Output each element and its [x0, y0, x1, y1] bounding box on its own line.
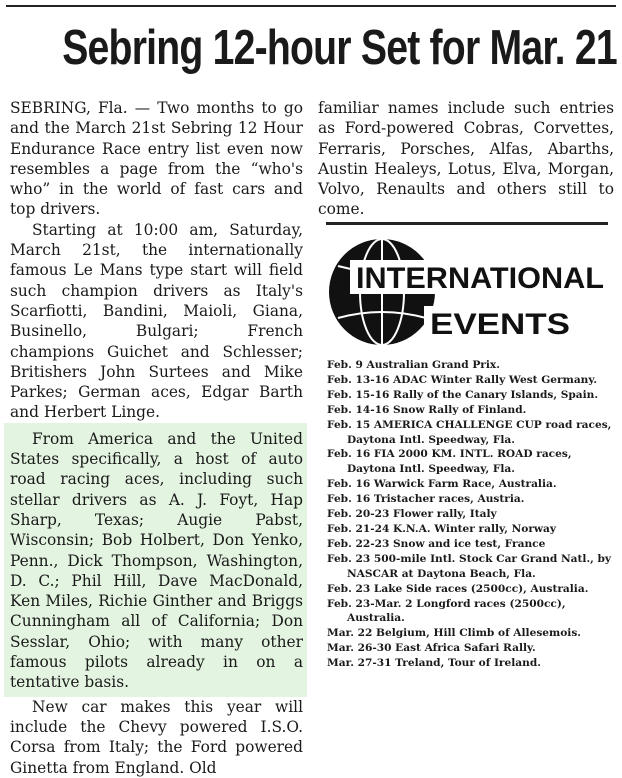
event-item: Mar. 22 Belgium, Hill Climb of Allesemois.	[327, 627, 581, 640]
event-item: Feb. 23-Mar. 2 Longford races (2500cc), Australia.	[327, 597, 566, 625]
event-item: Feb. 23 500-mile Intl. Stock Car Grand Natl., by NASCAR at Daytona Beach, Fla.	[327, 552, 612, 580]
event-item: Feb. 16 Tristacher races, Austria.	[327, 493, 525, 506]
article-paragraph-dateline: SEBRING, Fla. — Two months to go and the March 21st Sebring 12 Hour Endurance Race entry list even now resembles a page from the “who's who” in the world of fast cars and top drivers.	[10, 99, 303, 219]
event-item: Feb. 23 Lake Side races (2500cc), Australia.	[327, 582, 589, 595]
event-item: Mar. 27-31 Treland, Tour of Ireland.	[327, 657, 541, 670]
section-divider	[326, 222, 608, 225]
events-list	[327, 358, 617, 671]
event-item: Feb. 14-16 Snow Rally of Finland.	[327, 403, 527, 416]
top-rule	[6, 5, 616, 7]
article-right-column	[318, 98, 614, 220]
article-paragraph-makes: familiar names include such entries as Ford-powered Cobras, Corvettes, Ferraris, Porsches, Alfas, Abarths, Austin Healeys, Lotus, Elva, Morgan, Volvo, Renaults and others still to come.	[318, 99, 614, 219]
event-item: Feb. 15 AMERICA CHALLENGE CUP road races, Daytona Intl. Speedway, Fla.	[327, 418, 612, 446]
event-item: Feb. 20-23 Flower rally, Italy	[327, 508, 497, 521]
event-item: Feb. 22-23 Snow and ice test, France	[327, 537, 546, 550]
event-item: Feb. 16 FIA 2000 KM. INTL. ROAD races, Daytona Intl. Speedway, Fla.	[327, 448, 572, 476]
article-paragraph-american-drivers: From America and the United States specifically, a host of auto road racing aces, including such stellar drivers as A. J. Foyt, Hap Sharp, Texas; Augie Pabst, Wisconsin; Bob Holbert, Don Yenko, Penn., Dick Thompson, Washington, D. C.; Phil Hill, Dave MacDonald, Ken Miles, Richie Ginther and Briggs Cunningham all of California; Don Sesslar, Ohio; with many other famous pilots already in on a tentative basis.	[4, 423, 307, 697]
event-item: Mar. 26-30 East Africa Safari Rally.	[327, 642, 536, 655]
event-item: Feb. 15-16 Rally of the Canary Islands, Spain.	[327, 388, 599, 401]
article-paragraph-drivers: Starting at 10:00 am, Saturday, March 21st, the internationally famous Le Mans type start will field such champion drivers as Italy's Scarfiotti, Bandini, Maioli, Giana, Businello, Bulgari; French champions Guichet and Schlesser; Britishers John Surtees and Mike Parkes; German aces, Edgar Barth and Herbert Linge.	[10, 220, 303, 422]
article-paragraph-new-cars: New car makes this year will include the Chevy powered I.S.O. Corsa from Italy; the Ford powered Ginetta from England. Old	[10, 697, 303, 777]
international-events-logo	[326, 236, 616, 350]
headline: Sebring 12-hour Set for Mar. 21	[62, 21, 617, 75]
event-item: Feb. 21-24 K.N.A. Winter rally, Norway	[327, 522, 557, 535]
event-item: Feb. 16 Warwick Farm Race, Australia.	[327, 478, 557, 491]
event-item: Feb. 13-16 ADAC Winter Rally West Germany.	[327, 373, 598, 386]
article-left-column	[10, 98, 303, 778]
logo-text-events: EVENTS	[430, 308, 570, 341]
event-item: Feb. 9 Australian Grand Prix.	[327, 359, 500, 371]
logo-text-international: INTERNATIONAL	[356, 262, 604, 295]
